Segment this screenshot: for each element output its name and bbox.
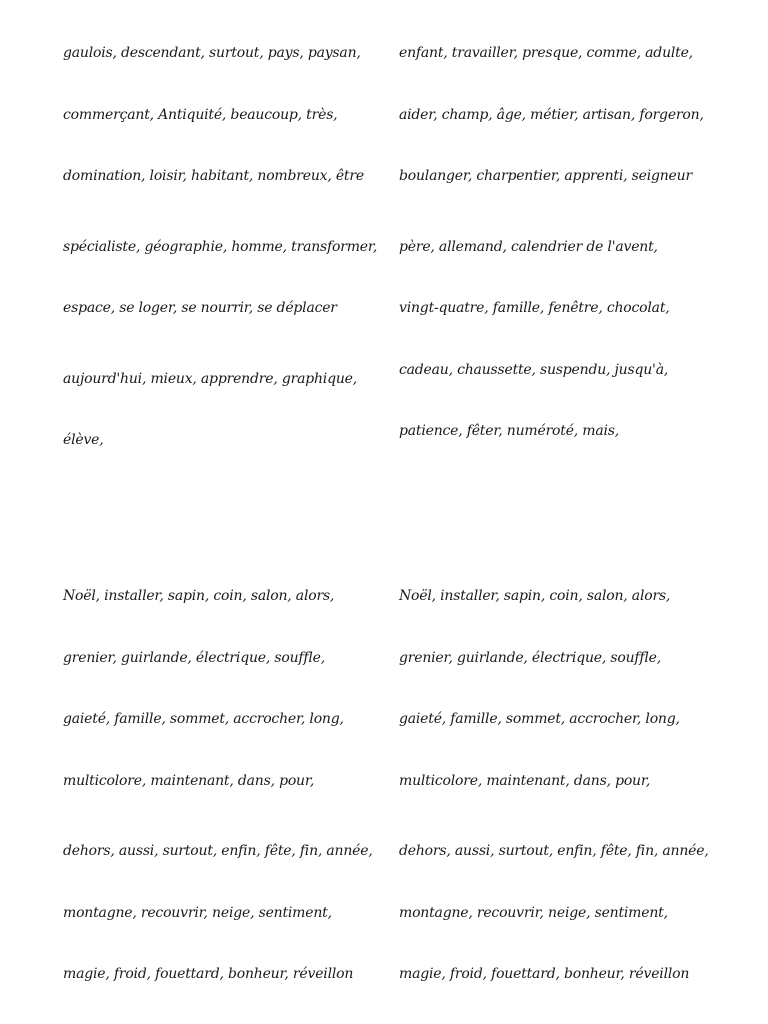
word-line: dehors, aussi, surtout, enfin, fête, fin, année, [63, 843, 373, 859]
word-line: aujourd'hui, mieux, apprendre, graphique, [63, 371, 357, 387]
word-line: domination, loisir, habitant, nombreux, être [63, 168, 364, 184]
word-line: patience, fêter, numéroté, mais, [399, 423, 620, 439]
word-line: vingt-quatre, famille, fenêtre, chocolat, [399, 300, 670, 316]
word-line: espace, se loger, se nourrir, se déplacer [63, 300, 337, 316]
word-line: montagne, recouvrir, neige, sentiment, [63, 905, 332, 921]
word-line: multicolore, maintenant, dans, pour, [63, 773, 315, 789]
word-line: montagne, recouvrir, neige, sentiment, [399, 905, 668, 921]
word-line: gaulois, descendant, surtout, pays, paysan, [63, 45, 361, 61]
word-line: élève, [63, 432, 104, 448]
word-line: magie, froid, fouettard, bonheur, réveillon [399, 966, 690, 982]
word-line: cadeau, chaussette, suspendu, jusqu'à, [399, 362, 669, 378]
word-line: grenier, guirlande, électrique, souffle, [399, 650, 661, 666]
word-line: spécialiste, géographie, homme, transformer, [63, 239, 378, 255]
word-line: commerçant, Antiquité, beaucoup, très, [63, 107, 338, 123]
word-line: Noël, installer, sapin, coin, salon, alors, [399, 588, 671, 604]
word-line: boulanger, charpentier, apprenti, seigneur [399, 168, 692, 184]
word-line: père, allemand, calendrier de l'avent, [399, 239, 658, 255]
word-line: enfant, travailler, presque, comme, adulte, [399, 45, 693, 61]
word-line: grenier, guirlande, électrique, souffle, [63, 650, 325, 666]
word-line: aider, champ, âge, métier, artisan, forgeron, [399, 107, 704, 123]
word-line: gaieté, famille, sommet, accrocher, long, [63, 711, 344, 727]
word-line: multicolore, maintenant, dans, pour, [399, 773, 651, 789]
word-line: Noël, installer, sapin, coin, salon, alors, [63, 588, 335, 604]
word-line: magie, froid, fouettard, bonheur, réveillon [63, 966, 354, 982]
word-line: gaieté, famille, sommet, accrocher, long, [399, 711, 680, 727]
word-line: dehors, aussi, surtout, enfin, fête, fin, année, [399, 843, 709, 859]
